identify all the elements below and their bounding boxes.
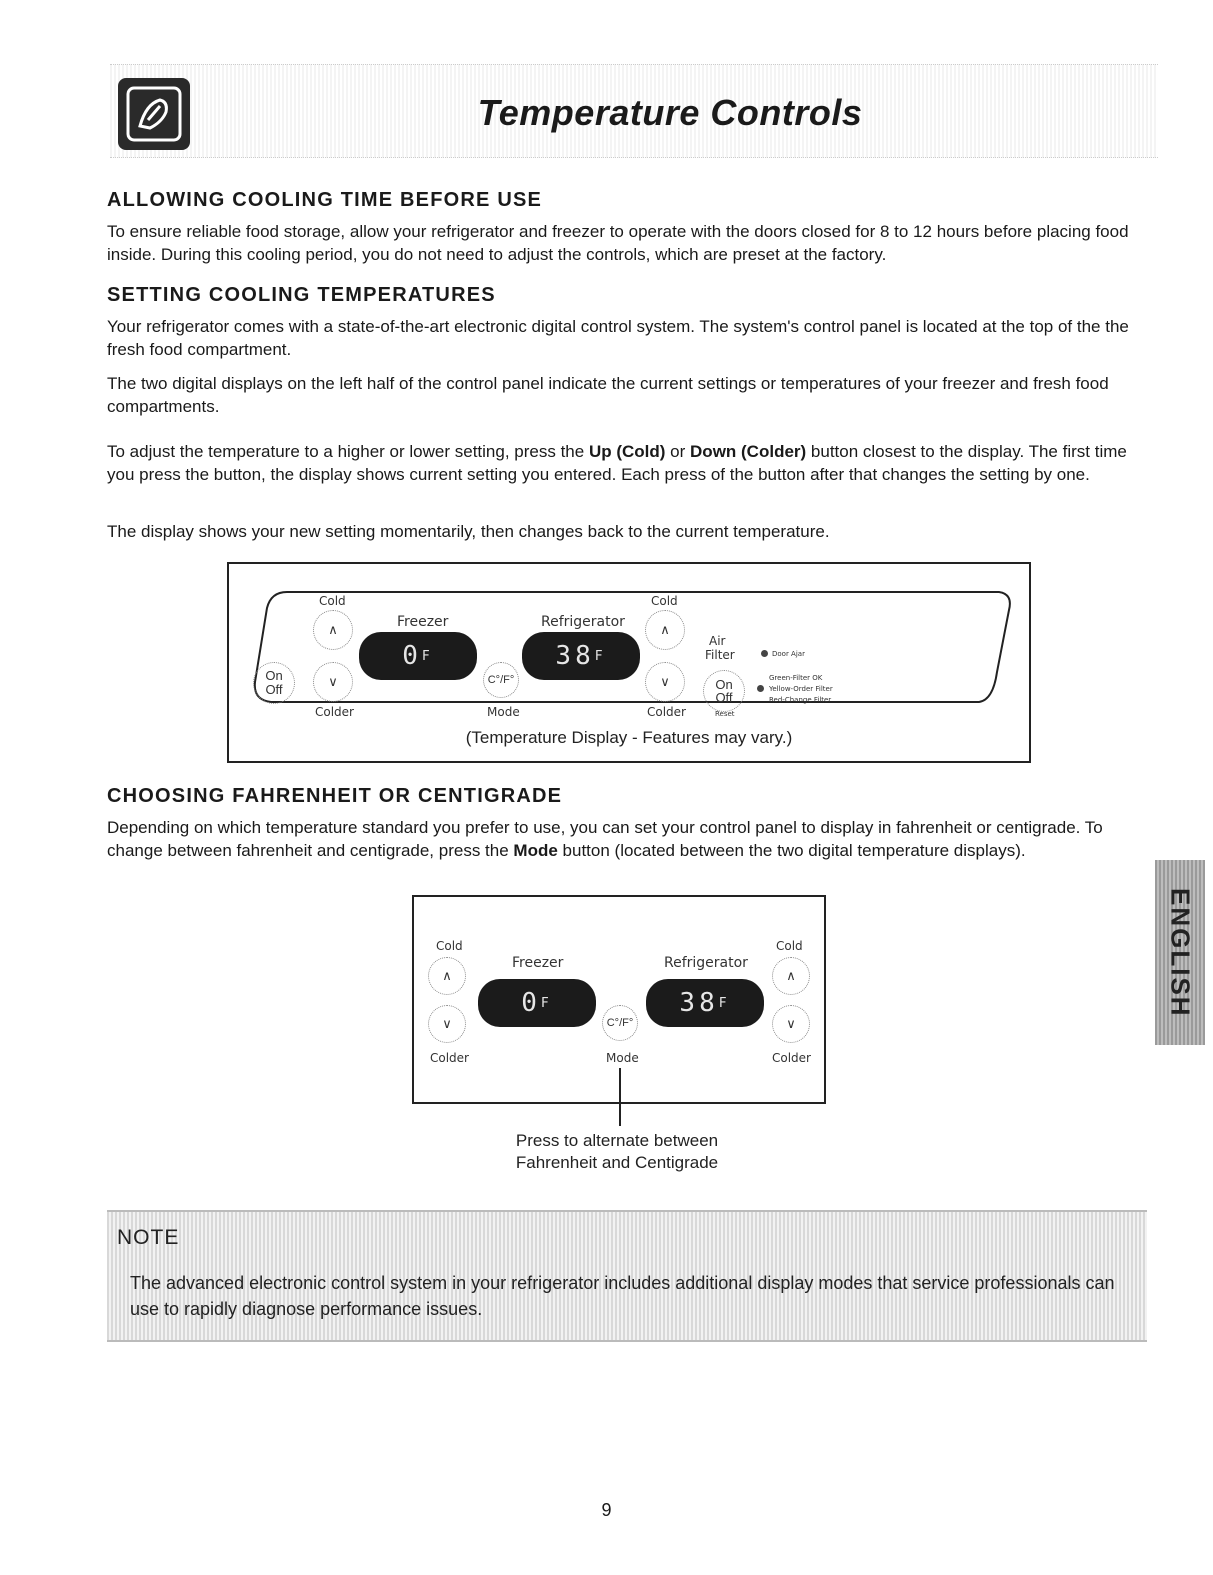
freezer-up-button[interactable] (313, 610, 353, 650)
paragraph-mode (107, 816, 1147, 862)
refrigerator-label: Refrigerator (664, 955, 748, 971)
refrigerator-display (522, 632, 640, 680)
cf-mode-button[interactable]: C°/F° (483, 662, 519, 698)
text: Depending on which temperature standard you prefer to use, you can set your control panel to display in fahrenheit or centigrade. To change between fahrenheit and centigrade, press the (107, 818, 1103, 860)
door-ajar-label: Door Ajar (772, 650, 805, 658)
colder-label: Colder (647, 705, 686, 719)
chevron-down-icon: ∨ (328, 674, 338, 689)
off-label: Off (715, 690, 733, 705)
air-label: Air (709, 634, 726, 648)
text: or (670, 442, 686, 461)
unit: F (718, 995, 731, 1011)
filter-status-red: Red-Change Filter (769, 696, 832, 704)
chevron-up-icon: ∧ (328, 622, 338, 637)
refrigerator-down-button[interactable] (772, 1005, 810, 1043)
section-heading-setting-temperatures: SETTING COOLING TEMPERATURES (107, 284, 496, 306)
refrigerator-display (646, 979, 764, 1027)
freezer-display (359, 632, 477, 680)
text: To adjust the temperature to a higher or lower setting, press the (107, 442, 585, 461)
refrigerator-label: Refrigerator (541, 614, 625, 630)
power-on-off-button[interactable] (253, 662, 295, 704)
colder-label: Colder (430, 1051, 469, 1065)
door-ajar-indicator (761, 650, 768, 657)
refrigerator-up-button[interactable] (645, 610, 685, 650)
mode-callout (412, 1130, 822, 1174)
bold-down-colder: Down (Colder) (690, 442, 807, 461)
callout-line-2: Fahrenheit and Centigrade (515, 1153, 719, 1172)
chevron-up-icon: ∧ (786, 968, 796, 983)
cf-mode-button[interactable]: C°/F° (602, 1005, 638, 1041)
freezer-down-button[interactable] (428, 1005, 466, 1043)
control-panel-figure (227, 562, 1031, 763)
on-label: On (715, 677, 733, 692)
page-number: 9 (601, 1500, 612, 1520)
unit: F (594, 648, 607, 664)
chevron-up-icon: ∧ (442, 968, 452, 983)
refrigerator-up-button[interactable] (772, 957, 810, 995)
cold-label: Cold (776, 939, 803, 953)
paragraph: The display shows your new setting momentarily, then changes back to the current temperature. (107, 522, 830, 541)
unit: F (421, 648, 434, 664)
cold-label: Cold (436, 939, 463, 953)
colder-label: Colder (772, 1051, 811, 1065)
refrigerator-down-button[interactable] (645, 662, 685, 702)
note-title: NOTE (117, 1226, 180, 1249)
unit: F (540, 995, 553, 1011)
chevron-down-icon: ∨ (660, 674, 670, 689)
section-heading-cooling-time: ALLOWING COOLING TIME BEFORE USE (107, 189, 543, 211)
text: button (located between the two digital temperature displays). (562, 841, 1026, 860)
language-tab-label: ENGLISH (1165, 887, 1196, 1018)
callout-line-1: Press to alternate between (515, 1131, 719, 1150)
note-text: The advanced electronic control system in your refrigerator includes additional display modes that service professionals can use to rapidly diagnose performance issues. (130, 1273, 1115, 1319)
filter-status-green: Green-Filter OK (769, 674, 823, 682)
page-title: Temperature Controls (477, 92, 863, 133)
mode-label: Mode (487, 705, 520, 719)
bold-up-cold: Up (Cold) (588, 442, 666, 461)
freezer-label: Freezer (512, 955, 564, 971)
figure-caption: (Temperature Display - Features may vary.) (465, 728, 793, 747)
thermometer-hand-icon (118, 78, 190, 150)
chevron-down-icon: ∨ (786, 1016, 796, 1031)
air-filter-on-off-button[interactable] (703, 670, 745, 712)
text: button closest to the display. The first time you press the button, the display shows current setting you entered. Each press of the button after that changes the setting by one. (107, 442, 1127, 484)
on-label: On (265, 668, 283, 683)
mode-label: Mode (606, 1051, 639, 1065)
freezer-label: Freezer (397, 614, 449, 630)
freezer-display-value: 0 (402, 641, 422, 671)
filter-label: Filter (705, 648, 735, 662)
filter-status-yellow: Yellow-Order Filter (769, 685, 833, 693)
freezer-display-value: 0 (521, 988, 541, 1018)
freezer-down-button[interactable] (313, 662, 353, 702)
refrigerator-display-value: 38 (679, 988, 719, 1018)
chevron-up-icon: ∧ (660, 622, 670, 637)
language-tab (1155, 860, 1205, 1045)
chevron-down-icon: ∨ (442, 1016, 452, 1031)
refrigerator-display-value: 38 (555, 641, 595, 671)
reset-label: Reset (715, 710, 735, 718)
colder-label: Colder (315, 705, 354, 719)
cold-label: Cold (319, 594, 346, 608)
freezer-up-button[interactable] (428, 957, 466, 995)
paragraph: Your refrigerator comes with a state-of-the-art electronic digital control system. The system's control panel is located at the top of the the fresh food compartment. (107, 317, 1129, 359)
cold-label: Cold (651, 594, 678, 608)
paragraph: The two digital displays on the left half of the control panel indicate the current settings or temperatures of your freezer and fresh food compartments. (107, 374, 1109, 416)
filter-indicator (757, 685, 764, 692)
freezer-display (478, 979, 596, 1027)
off-label: Off (265, 682, 283, 697)
section-heading-fahrenheit-centigrade: CHOOSING FAHRENHEIT OR CENTIGRADE (107, 785, 563, 807)
bold-mode: Mode (513, 841, 558, 860)
paragraph: To ensure reliable food storage, allow your refrigerator and freezer to operate with the doors closed for 8 to 12 hours before placing food inside. During this cooling period, you do not need to adjust the controls, which are preset at the factory. (107, 222, 1129, 264)
callout-line (619, 1068, 621, 1126)
paragraph-adjust (107, 440, 1147, 486)
